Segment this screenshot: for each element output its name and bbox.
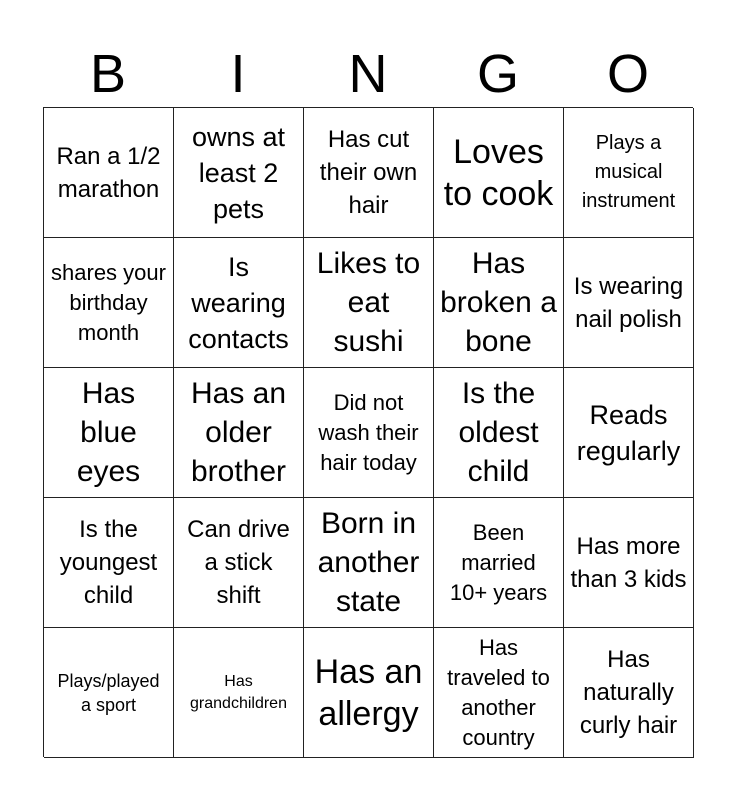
bingo-cell[interactable] (564, 628, 694, 758)
bingo-cell[interactable] (44, 628, 174, 758)
cell-text: Born in another state (317, 507, 420, 618)
bingo-grid (43, 107, 693, 757)
cell-text: Is the oldest child (458, 377, 539, 488)
bingo-cell[interactable] (434, 368, 564, 498)
bingo-cell[interactable] (564, 238, 694, 368)
cell-text: Plays/played a sport (57, 670, 160, 715)
cell-text: Has an older brother (190, 377, 287, 488)
bingo-cell[interactable] (174, 628, 304, 758)
bingo-cell[interactable] (44, 498, 174, 628)
cell-text: shares your birthday month (51, 259, 166, 345)
bingo-cell[interactable] (174, 108, 304, 238)
bingo-cell[interactable] (44, 108, 174, 238)
cell-text: owns at least 2 pets (191, 121, 286, 224)
header-letter-o: O (606, 44, 649, 104)
bingo-cell[interactable] (304, 238, 434, 368)
cell-text: Did not wash their hair today (318, 389, 419, 475)
cell-text: Can drive a stick shift (187, 516, 290, 609)
header-letter-n: N (348, 44, 388, 104)
cell-text: Has blue eyes (76, 377, 141, 488)
cell-text: Has broken a bone (440, 247, 557, 358)
bingo-cell[interactable] (44, 238, 174, 368)
cell-text: Is wearing nail polish (573, 272, 684, 333)
cell-text: Has more than 3 kids (570, 532, 687, 593)
bingo-cell[interactable] (304, 368, 434, 498)
bingo-cell[interactable] (174, 498, 304, 628)
cell-text: Has grandchildren (190, 672, 287, 712)
bingo-cell[interactable] (304, 628, 434, 758)
bingo-cell[interactable] (304, 498, 434, 628)
cell-text: Likes to eat sushi (316, 247, 421, 358)
bingo-header (43, 40, 693, 108)
cell-text: Been married 10+ years (449, 519, 548, 605)
header-letter-b: B (89, 44, 127, 104)
header-letter-g: G (476, 44, 519, 104)
cell-text: Is the youngest child (59, 516, 158, 609)
bingo-cell[interactable] (434, 498, 564, 628)
bingo-cell[interactable] (564, 108, 694, 238)
cell-text: Has cut their own hair (319, 126, 418, 219)
cell-text: Plays a musical instrument (581, 132, 676, 212)
header-letter-i: I (230, 44, 246, 104)
cell-text: Ran a 1/2 marathon (56, 142, 161, 203)
cell-text: Loves to cook (443, 132, 554, 213)
cell-text: Is wearing contacts (188, 251, 289, 354)
bingo-cell[interactable] (434, 238, 564, 368)
bingo-cell[interactable] (434, 628, 564, 758)
bingo-cell[interactable] (174, 238, 304, 368)
bingo-cell[interactable] (44, 368, 174, 498)
bingo-cell[interactable] (564, 368, 694, 498)
bingo-cell[interactable] (564, 498, 694, 628)
bingo-cell[interactable] (434, 108, 564, 238)
cell-text: Has traveled to another country (447, 634, 550, 750)
bingo-cell[interactable] (304, 108, 434, 238)
bingo-cell[interactable] (174, 368, 304, 498)
cell-text: Has an allergy (314, 652, 423, 733)
cell-text: Has naturally curly hair (579, 646, 678, 739)
cell-text: Reads regularly (576, 399, 681, 466)
